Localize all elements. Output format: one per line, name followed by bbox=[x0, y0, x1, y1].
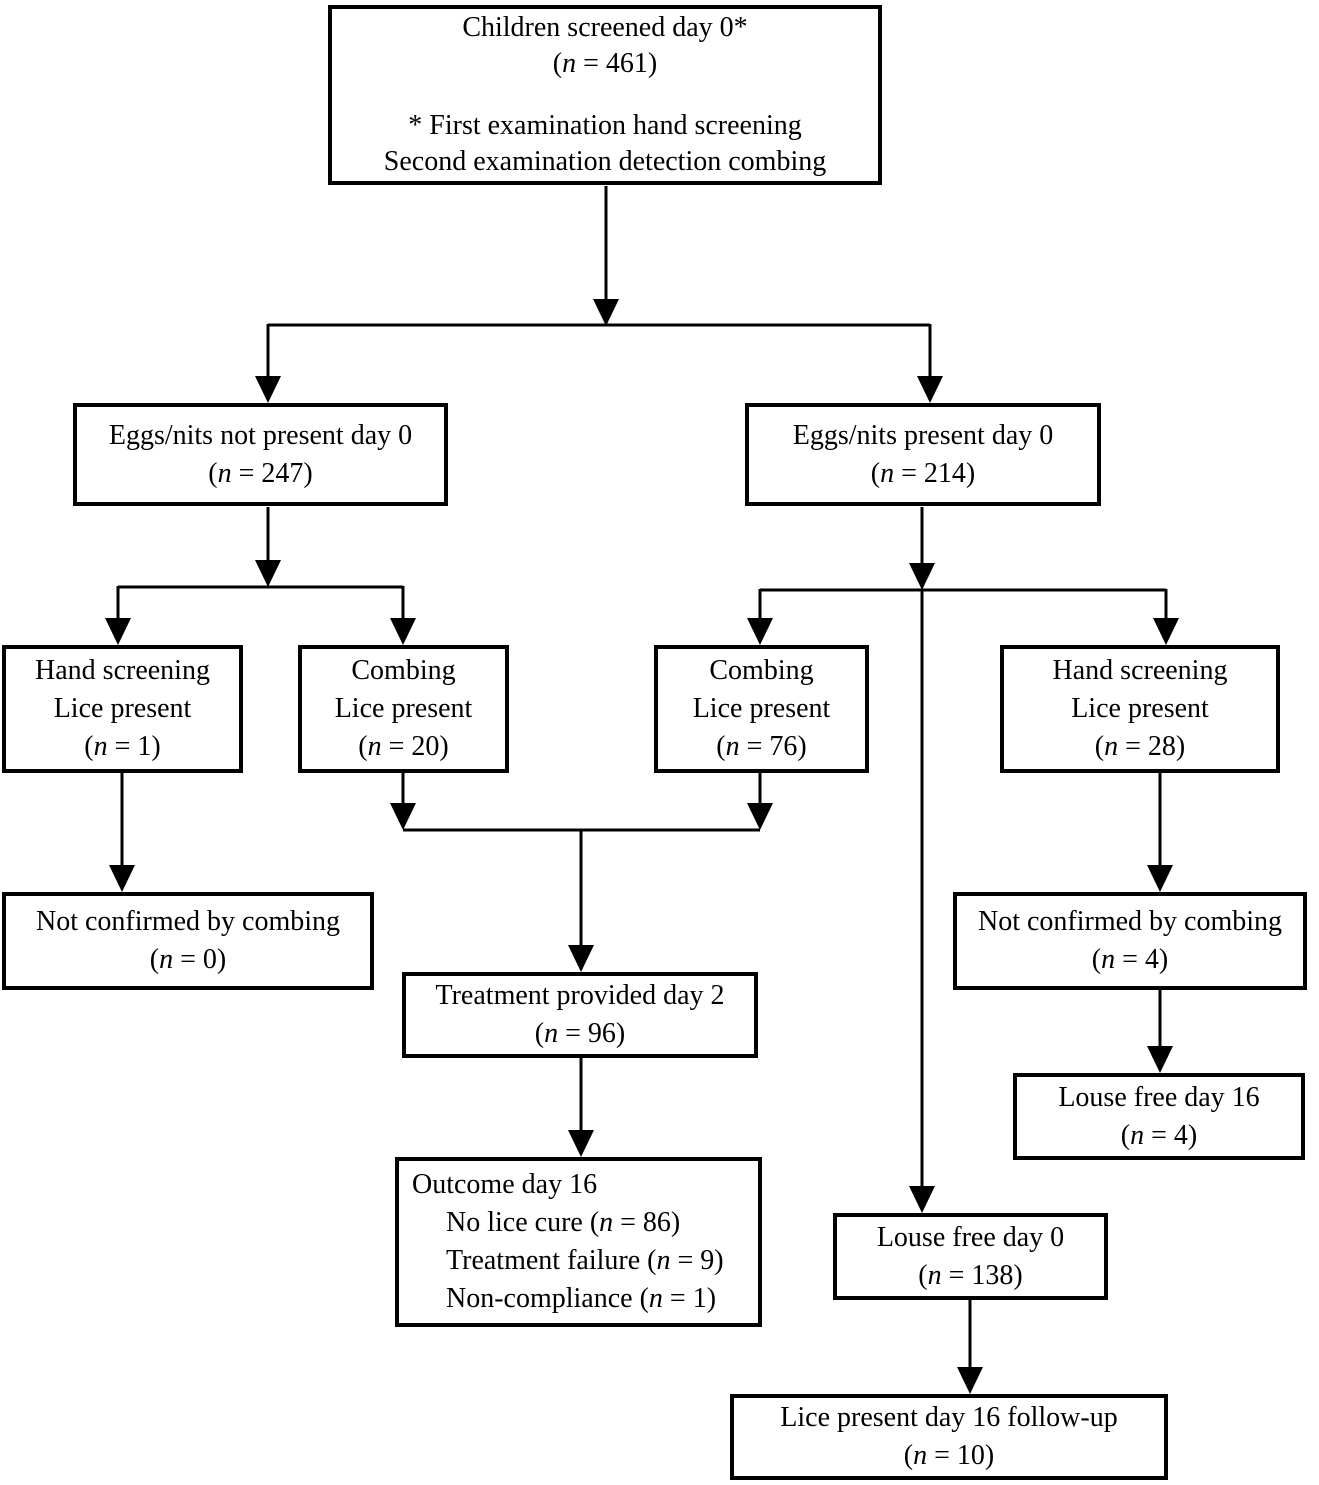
box-hand-screening-lice-present-n1 bbox=[2, 645, 243, 773]
connector-treatment-to-outcome bbox=[568, 1058, 594, 1157]
combing-right-count: (n = 76) bbox=[716, 731, 807, 762]
children-screened-footnote-1: * First examination hand screening bbox=[408, 110, 802, 141]
arrowhead bbox=[917, 376, 943, 403]
combing-right-line1: Combing bbox=[709, 655, 814, 686]
box-not-confirmed-by-combing-n4 bbox=[953, 892, 1307, 990]
arrowhead bbox=[390, 618, 416, 645]
arrowhead bbox=[109, 865, 135, 892]
hand-screening-left-count: (n = 1) bbox=[84, 731, 161, 762]
arrowhead bbox=[1153, 618, 1179, 645]
children-screened-title: Children screened day 0* bbox=[462, 12, 748, 43]
outcome-item-no-lice-cure: No lice cure (n = 86) bbox=[446, 1207, 681, 1238]
outcome-item-treatment-failure: Treatment failure (n = 9) bbox=[446, 1245, 724, 1276]
box-hand-screening-lice-present-n28 bbox=[1000, 645, 1280, 773]
box-combing-lice-present-n76 bbox=[654, 645, 869, 773]
hand-screening-left-line2: Lice present bbox=[53, 693, 192, 724]
box-eggs-nits-not-present bbox=[73, 403, 448, 506]
not-confirmed-right-title: Not confirmed by combing bbox=[977, 906, 1283, 937]
louse-free-day0-count: (n = 138) bbox=[918, 1259, 1023, 1291]
children-screened-footnote-2: Second examination detection combing bbox=[383, 146, 827, 177]
louse-free-day16-count: (n = 4) bbox=[1120, 1119, 1198, 1151]
arrowhead bbox=[255, 376, 281, 403]
arrowhead bbox=[255, 560, 281, 587]
box-children-screened bbox=[328, 5, 882, 185]
not-confirmed-right-count: (n = 4) bbox=[1091, 944, 1169, 975]
arrowhead bbox=[909, 1186, 935, 1213]
treatment-count: (n = 96) bbox=[534, 1018, 626, 1049]
treatment-title: Treatment provided day 2 bbox=[435, 980, 725, 1011]
connector-combing-merge-to-treatment bbox=[390, 773, 773, 972]
box-eggs-nits-present bbox=[745, 403, 1101, 506]
hand-screening-right-count: (n = 28) bbox=[1094, 731, 1186, 762]
arrowhead bbox=[909, 563, 935, 590]
arrowhead bbox=[593, 299, 619, 326]
outcome-title: Outcome day 16 bbox=[412, 1169, 598, 1200]
arrowhead bbox=[747, 803, 773, 830]
box-combing-lice-present-n20 bbox=[298, 645, 509, 773]
connector-root-to-eggs-split bbox=[255, 186, 943, 403]
connector-louse-free-day0-to-followup bbox=[957, 1300, 983, 1394]
arrowhead bbox=[390, 803, 416, 830]
children-screened-count: (n = 461) bbox=[552, 48, 658, 79]
box-treatment-provided-day2 bbox=[402, 972, 758, 1058]
box-lice-present-day16-followup bbox=[730, 1394, 1168, 1480]
connector-eggs-present-split bbox=[747, 507, 1179, 645]
louse-free-day0-title: Louse free day 0 bbox=[876, 1221, 1065, 1253]
eggs-present-title: Eggs/nits present day 0 bbox=[792, 419, 1054, 451]
connector-hand-screening-right-to-not-confirmed bbox=[1147, 773, 1173, 892]
not-confirmed-left-title: Not confirmed by combing bbox=[35, 906, 341, 937]
louse-free-day16-title: Louse free day 16 bbox=[1058, 1081, 1260, 1113]
followup-count: (n = 10) bbox=[903, 1440, 995, 1471]
hand-screening-left-line1: Hand screening bbox=[35, 655, 210, 686]
arrowhead bbox=[747, 618, 773, 645]
not-confirmed-left-count: (n = 0) bbox=[149, 944, 227, 975]
eggs-present-count: (n = 214) bbox=[870, 457, 976, 489]
arrowhead bbox=[568, 1130, 594, 1157]
box-outcome-day16 bbox=[395, 1157, 762, 1327]
connector-eggs-not-present-split bbox=[105, 507, 416, 645]
connector-hand-screening-left-to-not-confirmed bbox=[109, 773, 135, 892]
combing-right-line2: Lice present bbox=[692, 693, 831, 724]
arrowhead bbox=[1147, 1046, 1173, 1073]
box-not-confirmed-by-combing-n0 bbox=[2, 892, 374, 990]
arrowhead bbox=[957, 1367, 983, 1394]
hand-screening-right-line2: Lice present bbox=[1071, 693, 1209, 724]
eggs-not-present-count: (n = 247) bbox=[208, 457, 313, 489]
connector-not-confirmed-to-louse-free-day16 bbox=[1147, 990, 1173, 1073]
combing-left-line2: Lice present bbox=[334, 693, 473, 724]
arrowhead bbox=[105, 618, 131, 645]
eggs-not-present-title: Eggs/nits not present day 0 bbox=[108, 419, 413, 451]
followup-title: Lice present day 16 follow-up bbox=[780, 1402, 1118, 1433]
box-louse-free-day0 bbox=[833, 1213, 1108, 1300]
outcome-item-non-compliance: Non-compliance (n = 1) bbox=[446, 1283, 717, 1314]
arrowhead bbox=[1147, 865, 1173, 892]
combing-left-count: (n = 20) bbox=[358, 731, 449, 762]
arrowhead bbox=[568, 945, 594, 972]
box-louse-free-day16 bbox=[1013, 1073, 1305, 1160]
connector-eggs-present-to-louse-free-day0 bbox=[909, 590, 935, 1213]
hand-screening-right-line1: Hand screening bbox=[1052, 655, 1228, 686]
combing-left-line1: Combing bbox=[351, 655, 456, 686]
